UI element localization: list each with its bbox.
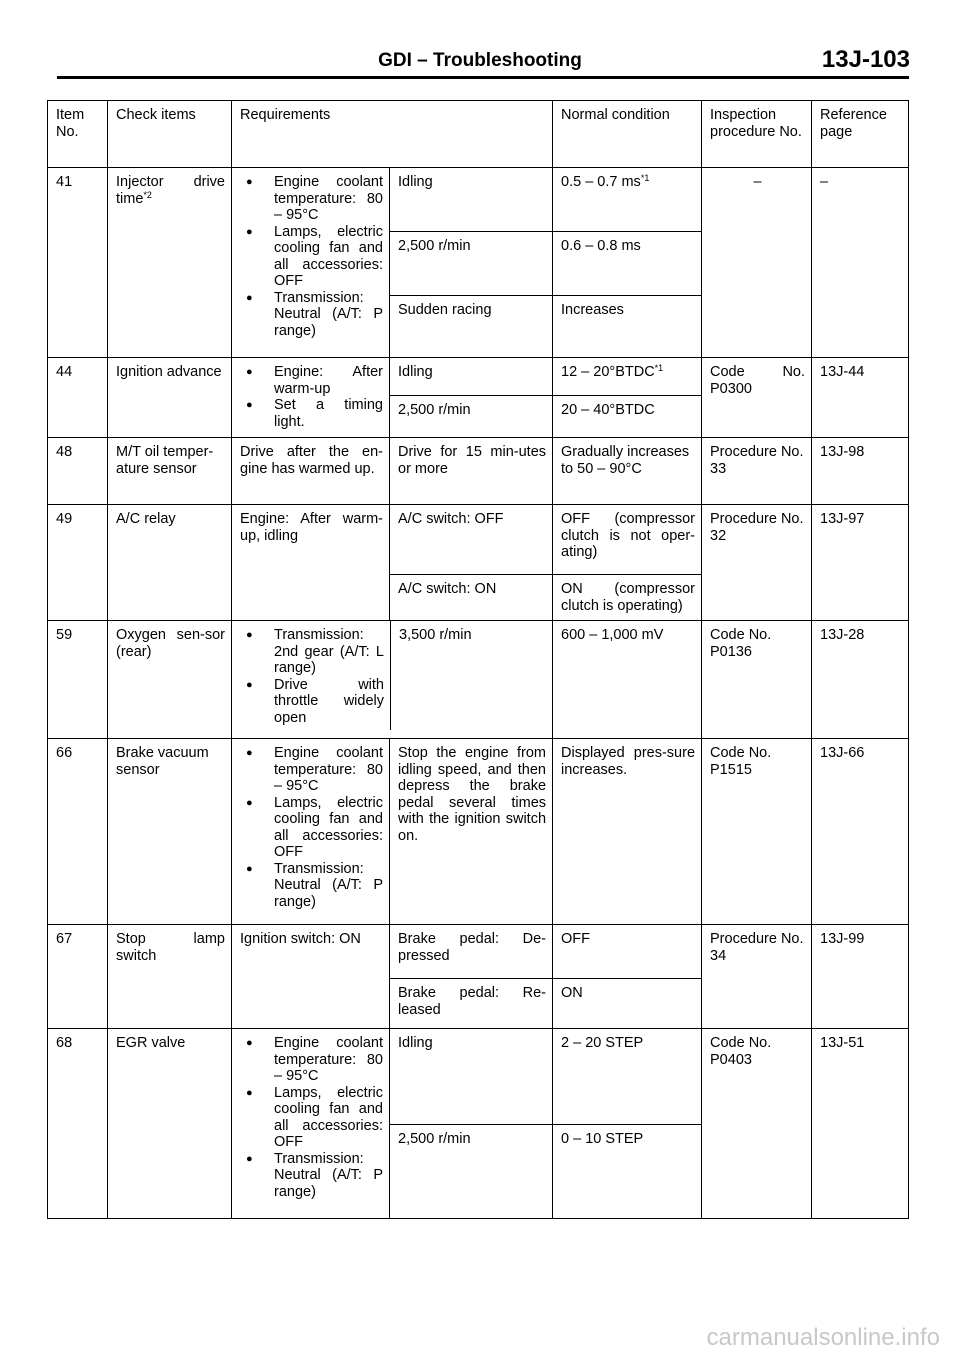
- page-title: GDI – Troubleshooting: [378, 50, 582, 71]
- watermark: carmanualsonline.info: [706, 1324, 940, 1351]
- reference-page: 13J-99: [812, 925, 909, 1029]
- condition: Sudden racing: [390, 296, 553, 358]
- requirement-bullet: ● Lamps, electric cooling fan and all accessories: OFF: [240, 795, 383, 861]
- table-row-48: [48, 438, 909, 505]
- normal-condition: 600 – 1,000 mV: [553, 621, 702, 739]
- requirement-bullet: ● Lamps, electric cooling fan and all accessories: OFF: [240, 224, 383, 290]
- reference-page: 13J-51: [812, 1029, 909, 1219]
- check-item: EGR valve: [108, 1029, 232, 1219]
- normal-condition: ON: [553, 979, 702, 1029]
- normal-condition: 2 – 20 STEP: [553, 1029, 702, 1125]
- reference-page: –: [812, 168, 909, 358]
- requirements: Engine: After warm-up, idling: [232, 505, 390, 621]
- col-header-normal-condition: Normal condition: [553, 101, 702, 168]
- inspection-procedure: Code No. P0403: [702, 1029, 812, 1219]
- col-header-check-items: Check items: [108, 101, 232, 168]
- inspection-procedure: Code No. P0300: [702, 358, 812, 438]
- normal-condition: 0.6 – 0.8 ms: [553, 232, 702, 296]
- requirement-bullet: ● Engine: After warm-up: [240, 364, 383, 397]
- footnote-mark: *2: [143, 189, 152, 200]
- requirements: [232, 358, 390, 438]
- condition: Drive for 15 min-utes or more: [390, 438, 553, 505]
- col-header-requirements: Requirements: [232, 101, 553, 168]
- normal-condition: 0.5 – 0.7 $ms^{*1}$: [553, 168, 702, 232]
- normal-condition: 20 – 40°BTDC: [553, 396, 702, 438]
- item-no: 44: [48, 358, 108, 438]
- requirement-bullet: ● Set a timing light.: [240, 397, 383, 430]
- requirements: [232, 621, 391, 730]
- inspection-procedure: Procedure No. 32: [702, 505, 812, 621]
- requirements: [232, 168, 390, 358]
- inspection-procedure: –: [702, 168, 812, 358]
- table-row-67: [48, 925, 909, 979]
- requirements: Ignition switch: ON: [232, 925, 390, 1029]
- condition: Stop the engine from idling speed, and then depress the brake pedal several times with the ignition switch on.: [390, 739, 553, 925]
- check-item: M/T oil temper-ature sensor: [108, 438, 232, 505]
- condition: Brake pedal: Re-leased: [390, 979, 553, 1029]
- check-item: Brake vacuum sensor: [108, 739, 232, 925]
- requirement-bullet: ● Transmission: Neutral (A/T: P range): [240, 290, 383, 340]
- check-item: Ignition advance: [108, 358, 232, 438]
- normal-condition: OFF: [553, 925, 702, 979]
- col-header-item-no: Item No.: [48, 101, 108, 168]
- requirements: Drive after the en-gine has warmed up.: [232, 438, 390, 505]
- table-row-41: [48, 168, 909, 232]
- requirement-bullet: ● Transmission: 2nd gear (A/T: L range): [240, 627, 384, 677]
- item-no: 59: [48, 621, 108, 739]
- condition: Brake pedal: De-pressed: [390, 925, 553, 979]
- table-row-59: [48, 621, 909, 739]
- item-no: 67: [48, 925, 108, 1029]
- requirement-bullet: ● Drive with throttle widely open: [240, 677, 384, 727]
- condition: 2,500 r/min: [390, 232, 553, 296]
- header-rule: [57, 76, 909, 79]
- reference-page: 13J-66: [812, 739, 909, 925]
- requirements: [232, 739, 390, 925]
- requirement-bullet: ● Transmission: Neutral (A/T: P range): [240, 1151, 383, 1201]
- reference-page: 13J-44: [812, 358, 909, 438]
- condition: Idling: [390, 358, 553, 396]
- requirement-bullet: ● Engine coolant temperature: 80 – 95°C: [240, 745, 383, 795]
- normal-condition: Gradually increases to 50 – 90°C: [553, 438, 702, 505]
- requirement-bullet: ● Engine coolant temperature: 80 – 95°C: [240, 1035, 383, 1085]
- normal-condition: 12 – 20°BTDC$^{*1}$: [553, 358, 702, 396]
- requirement-bullet: ● Transmission: Neutral (A/T: P range): [240, 861, 383, 911]
- col-header-inspection-procedure: Inspection procedure No.: [702, 101, 812, 168]
- requirements: [232, 1029, 390, 1219]
- reference-page: 13J-97: [812, 505, 909, 621]
- inspection-procedure: Procedure No. 33: [702, 438, 812, 505]
- condition: 2,500 r/min: [390, 396, 553, 438]
- check-item: Stop lamp switch: [108, 925, 232, 1029]
- table-row-44: [48, 358, 909, 396]
- item-no: 66: [48, 739, 108, 925]
- condition: Idling: [390, 1029, 553, 1125]
- normal-condition: ON (compressor clutch is operating): [553, 575, 702, 621]
- condition: 3,500 r/min: [399, 627, 472, 643]
- col-header-reference-page: Reference page: [812, 101, 909, 168]
- inspection-procedure: Code No. P1515: [702, 739, 812, 925]
- item-no: 48: [48, 438, 108, 505]
- normal-condition: 0 – 10 STEP: [553, 1125, 702, 1219]
- item-no: 41: [48, 168, 108, 358]
- condition: A/C switch: OFF: [390, 505, 553, 575]
- condition: A/C switch: ON: [390, 575, 553, 621]
- page-number: 13J-103: [821, 46, 910, 73]
- reference-page: 13J-98: [812, 438, 909, 505]
- footnote-mark: *1: [654, 363, 664, 373]
- condition: Idling: [390, 168, 553, 232]
- requirement-bullet: ● Engine coolant temperature: 80 – 95°C: [240, 174, 383, 224]
- table-row-49: [48, 505, 909, 575]
- item-no: 68: [48, 1029, 108, 1219]
- requirements-cell: [232, 621, 553, 739]
- item-no: 49: [48, 505, 108, 621]
- condition: 2,500 r/min: [390, 1125, 553, 1219]
- inspection-procedure: Code No. P0136: [702, 621, 812, 739]
- normal-condition: Increases: [553, 296, 702, 358]
- reference-page: 13J-28: [812, 621, 909, 739]
- check-item: Oxygen sen-sor (rear): [108, 621, 232, 739]
- table-header-row: [48, 101, 909, 168]
- requirement-bullet: ● Lamps, electric cooling fan and all accessories: OFF: [240, 1085, 383, 1151]
- normal-condition: OFF (compressor clutch is not oper-ating): [553, 505, 702, 575]
- check-item: Injector drive time$^{*2}$: [108, 168, 232, 358]
- troubleshooting-table: [47, 100, 909, 1219]
- footnote-mark: *1: [640, 173, 650, 183]
- normal-condition: Displayed pres-sure increases.: [553, 739, 702, 925]
- check-item: A/C relay: [108, 505, 232, 621]
- table-row-66: [48, 739, 909, 925]
- inspection-procedure: Procedure No. 34: [702, 925, 812, 1029]
- table-row-68: [48, 1029, 909, 1125]
